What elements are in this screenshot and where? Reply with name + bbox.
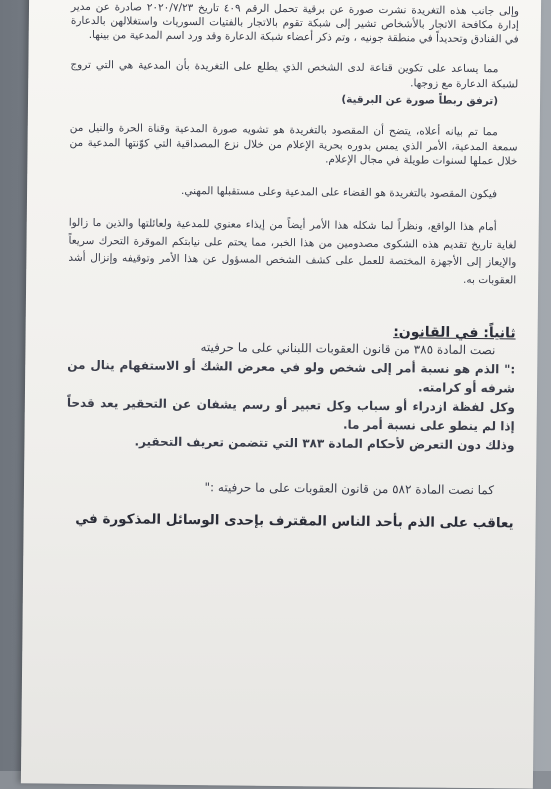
paragraph-intent: مما تم بيانه أعلاه، يتضح أن المقصود بالتغريدة هو تشويه صورة المدعية وقناة الحرة والنيل من سمعة المدعية، الأمر الذي يمس بدوره بحرية الإعلام من خلال نزع المصداقية التي كوّنتها المدعية من خلال عملها لسنوات طويلة في مجال الإعلام. xyxy=(69,121,518,168)
paragraph-article-385: نصت المادة ٣٨٥ من قانون العقوبات اللبناني على ما حرفيته xyxy=(200,340,496,358)
paragraph-request: أمام هذا الواقع، ونظراً لما شكله هذا الأمر أيضاً من إيذاء معنوي للمدعية ولعائلتها والذين ما زالوا لغاية تاريخ تقديم هذه الشكوى مصدومين من هذا الخبر، مما يحتم على نيابتكم الموقرة التحرك سريعاً والإيعاز إلى الأجهزة المختصة للعمل على كشف الشخص المسؤول عن هذا الأمر وتوقيفه وإنزال أشد العقوبات به. xyxy=(68,216,517,286)
quote-contempt: وذلك دون التعرض لأحكام المادة ٣٨٣ التي تتضمن تعريف التحقير. xyxy=(134,434,515,453)
section-heading-law: ثانياً: في القانون: xyxy=(393,324,516,342)
quote-defamation: :" الذم هو نسبة أمر إلى شخص ولو في معرض الشك أو الاستفهام ينال من شرفه أو كرامته. xyxy=(67,357,516,396)
paragraph-purpose: فيكون المقصود بالتغريدة هو القضاء على المدعية وعلى مستقبلها المهني. xyxy=(180,184,498,200)
paragraph-article-582: كما نصت المادة ٥٨٢ من قانون العقوبات على ما حرفيته :" xyxy=(204,480,495,498)
paragraph-telegram: وإلى جانب هذه التغريدة نشرت صورة عن برقية تحمل الرقم ٤٠٩ تاريخ ٢٠٢٠/٧/٢٣ صادرة عن مدير إدارة مكافحة الاتجار بالأشخاص تشير إلى شبكة تقوم بالاتجار بالفتيات السوريات واستغلالهن بالدعارة في الفنادق وتحديداً في منطقة جونيه ، وتم ذكر أعضاء شبكة الدعارة وقد ورد اسم المدعية من بينها. xyxy=(70,0,520,46)
attachment-note: (ترفق ربطاً صورة عن البرقية) xyxy=(341,93,499,108)
quote-article-582: يعاقب على الذم بأحد الناس المقترف بإحدى الوسائل المذكورة في xyxy=(75,510,514,532)
document-body xyxy=(66,0,520,534)
quote-insult: وكل لفظة ازدراء أو سباب وكل تعبير أو رسم يشفان عن التحقير يعد قدحاً إذا لم ينطو على نسبة أمر ما. xyxy=(66,395,515,434)
paragraph-conviction: مما يساعد على تكوين قناعة لدى الشخص الذي يطلع على التغريدة بأن المدعية هي التي تروج لشبكة الدعارة مع زوجها. xyxy=(70,58,519,90)
document-page xyxy=(21,0,541,789)
